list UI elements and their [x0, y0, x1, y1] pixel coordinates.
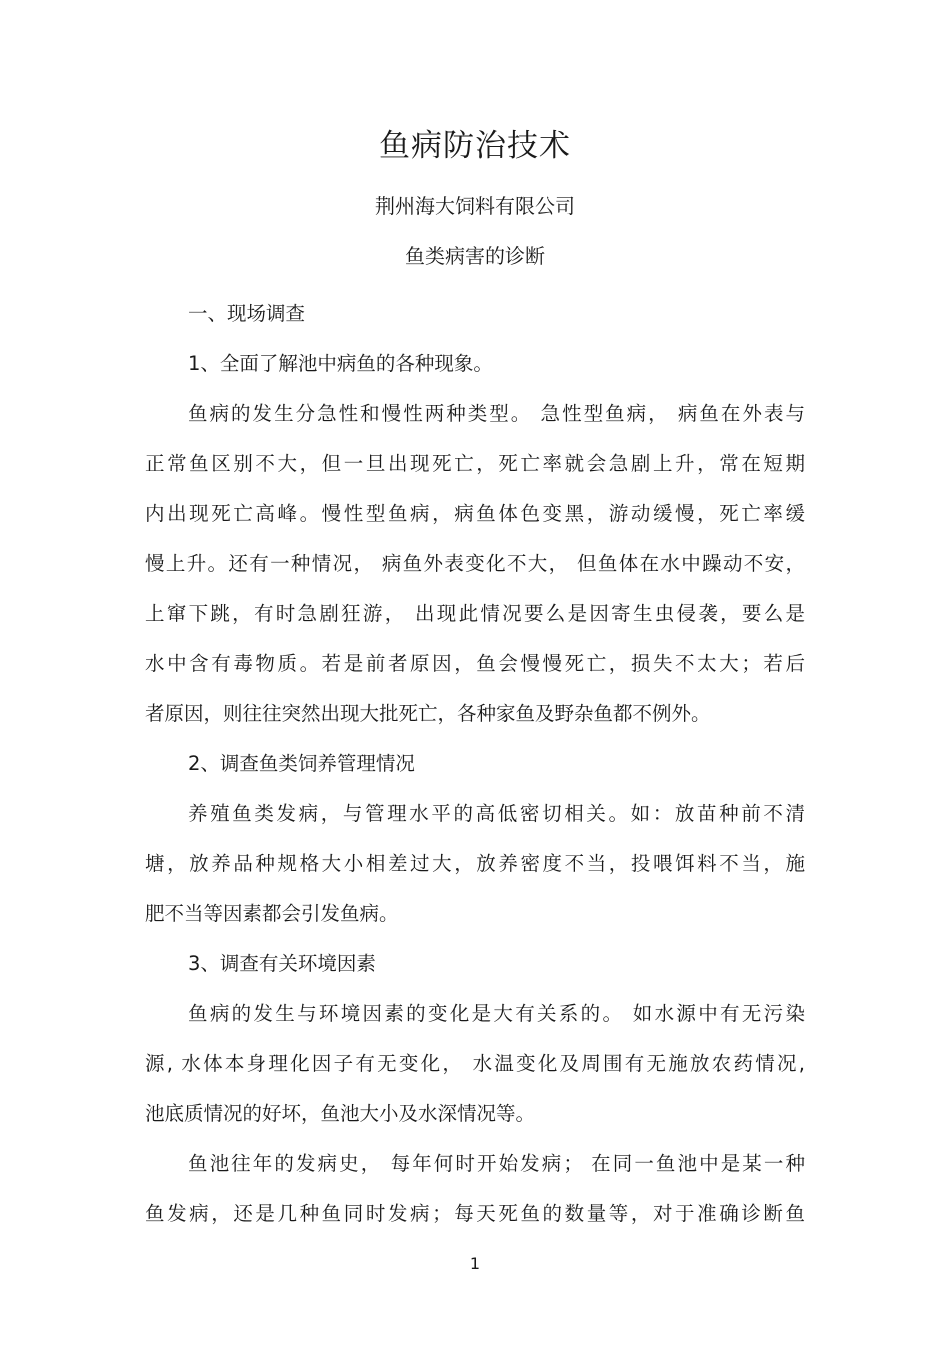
subheading-1: 1、全面了解池中病鱼的各种现象。: [188, 352, 493, 375]
company-name: 荆州海大饲料有限公司: [375, 194, 575, 218]
paragraph-line: 养殖鱼类发病，与管理水平的高低密切相关。如：放苗种前不清: [188, 802, 805, 825]
paragraph-line: 肥不当等因素都会引发鱼病。: [145, 902, 399, 925]
paragraph-line: 塘，放养品种规格大小相差过大，放养密度不当，投喂饵料不当，施: [145, 852, 805, 875]
page-number: 1: [469, 1254, 481, 1273]
section-title: 鱼类病害的诊断: [405, 244, 545, 268]
subheading-2: 2、调查鱼类饲养管理情况: [188, 752, 415, 775]
paragraph-line: 鱼病的发生分急性和慢性两种类型。 急性型鱼病， 病鱼在外表与: [188, 402, 805, 425]
paragraph-line: 源, 水体本身理化因子有无变化， 水温变化及周围有无施放农药情况,: [145, 1052, 805, 1075]
document-title: 鱼病防治技术: [379, 128, 571, 164]
paragraph-line: 鱼池往年的发病史， 每年何时开始发病； 在同一鱼池中是某一种: [188, 1152, 805, 1175]
paragraph-line: 慢上升。还有一种情况， 病鱼外表变化不大， 但鱼体在水中躁动不安，: [145, 552, 805, 575]
document-body: [145, 289, 805, 1239]
paragraph-line: 水中含有毒物质。若是前者原因，鱼会慢慢死亡，损失不太大；若后: [145, 652, 805, 675]
paragraph-line: 上窜下跳，有时急剧狂游， 出现此情况要么是因寄生虫侵袭，要么是: [145, 602, 805, 625]
paragraph-line: 鱼病的发生与环境因素的变化是大有关系的。 如水源中有无污染: [188, 1002, 805, 1025]
paragraph-line: 池底质情况的好坏，鱼池大小及水深情况等。: [145, 1102, 536, 1125]
paragraph-line: 鱼发病，还是几种鱼同时发病；每天死鱼的数量等，对于准确诊断鱼: [145, 1202, 805, 1225]
paragraph-line: 内出现死亡高峰。慢性型鱼病，病鱼体色变黑，游动缓慢，死亡率缓: [145, 502, 805, 525]
heading-site-survey: 一、现场调查: [188, 302, 306, 325]
paragraph-line: 正常鱼区别不大，但一旦出现死亡，死亡率就会急剧上升，常在短期: [145, 452, 805, 475]
subheading-3: 3、调查有关环境因素: [188, 952, 376, 975]
paragraph-line: 者原因，则往往突然出现大批死亡，各种家鱼及野杂鱼都不例外。: [145, 702, 711, 725]
